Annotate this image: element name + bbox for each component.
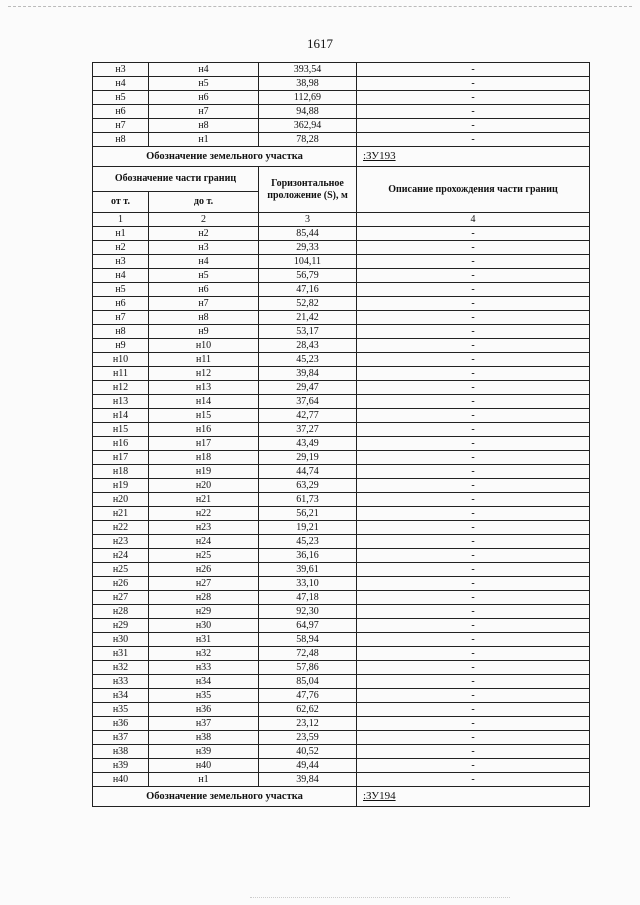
segment-length: 57,86 xyxy=(259,661,357,675)
segment-description: - xyxy=(357,227,590,241)
point-to: н16 xyxy=(149,423,259,437)
segment-length: 36,16 xyxy=(259,549,357,563)
point-from: н26 xyxy=(93,577,149,591)
point-to: н19 xyxy=(149,465,259,479)
segment-description: - xyxy=(357,325,590,339)
point-from: н31 xyxy=(93,647,149,661)
segment-description: - xyxy=(357,119,590,133)
segment-length: 58,94 xyxy=(259,633,357,647)
point-to: н22 xyxy=(149,507,259,521)
table-row xyxy=(93,353,590,367)
point-to: н7 xyxy=(149,105,259,119)
point-from: н19 xyxy=(93,479,149,493)
point-to: н12 xyxy=(149,367,259,381)
segment-length: 53,17 xyxy=(259,325,357,339)
point-to: н5 xyxy=(149,77,259,91)
segment-description: - xyxy=(357,703,590,717)
table-row xyxy=(93,591,590,605)
point-from: н14 xyxy=(93,409,149,423)
segment-length: 49,44 xyxy=(259,759,357,773)
point-from: н2 xyxy=(93,241,149,255)
point-to: н3 xyxy=(149,241,259,255)
segment-length: 362,94 xyxy=(259,119,357,133)
point-from: н15 xyxy=(93,423,149,437)
point-to: н6 xyxy=(149,283,259,297)
point-to: н25 xyxy=(149,549,259,563)
point-to: н6 xyxy=(149,91,259,105)
point-from: н20 xyxy=(93,493,149,507)
segment-description: - xyxy=(357,367,590,381)
point-from: н28 xyxy=(93,605,149,619)
segment-length: 19,21 xyxy=(259,521,357,535)
point-from: н35 xyxy=(93,703,149,717)
top-rows xyxy=(93,63,590,147)
segment-length: 47,16 xyxy=(259,283,357,297)
point-to: н27 xyxy=(149,577,259,591)
header-from: от т. xyxy=(93,192,149,213)
point-from: н33 xyxy=(93,675,149,689)
segment-length: 33,10 xyxy=(259,577,357,591)
table-row xyxy=(93,241,590,255)
segment-description: - xyxy=(357,591,590,605)
table-row xyxy=(93,105,590,119)
point-to: н24 xyxy=(149,535,259,549)
segment-length: 39,61 xyxy=(259,563,357,577)
segment-description: - xyxy=(357,353,590,367)
table-row xyxy=(93,493,590,507)
segment-length: 52,82 xyxy=(259,297,357,311)
table-row xyxy=(93,77,590,91)
segment-description: - xyxy=(357,619,590,633)
column-number-row xyxy=(93,213,590,227)
segment-description: - xyxy=(357,91,590,105)
segment-length: 393,54 xyxy=(259,63,357,77)
point-to: н38 xyxy=(149,731,259,745)
table-row xyxy=(93,311,590,325)
point-from: н34 xyxy=(93,689,149,703)
header-row xyxy=(93,167,590,192)
segment-description: - xyxy=(357,521,590,535)
segment-length: 21,42 xyxy=(259,311,357,325)
segment-description: - xyxy=(357,395,590,409)
segment-length: 28,43 xyxy=(259,339,357,353)
segment-description: - xyxy=(357,381,590,395)
segment-length: 56,21 xyxy=(259,507,357,521)
segment-length: 85,44 xyxy=(259,227,357,241)
segment-length: 94,88 xyxy=(259,105,357,119)
segment-description: - xyxy=(357,423,590,437)
segment-length: 64,97 xyxy=(259,619,357,633)
segment-length: 92,30 xyxy=(259,605,357,619)
point-from: н7 xyxy=(93,119,149,133)
segment-description: - xyxy=(357,507,590,521)
header-description: Описание прохождения части границ xyxy=(357,167,590,213)
segment-description: - xyxy=(357,63,590,77)
top-scan-edge xyxy=(8,6,632,7)
table-row xyxy=(93,91,590,105)
point-from: н38 xyxy=(93,745,149,759)
point-from: н40 xyxy=(93,773,149,787)
segment-length: 29,19 xyxy=(259,451,357,465)
segment-description: - xyxy=(357,717,590,731)
table-row xyxy=(93,605,590,619)
table-row xyxy=(93,717,590,731)
segment-description: - xyxy=(357,745,590,759)
segment-length: 45,23 xyxy=(259,535,357,549)
segment-length: 23,59 xyxy=(259,731,357,745)
segment-description: - xyxy=(357,437,590,451)
segment-description: - xyxy=(357,689,590,703)
point-from: н32 xyxy=(93,661,149,675)
point-from: н17 xyxy=(93,451,149,465)
segment-description: - xyxy=(357,661,590,675)
table-row xyxy=(93,703,590,717)
segment-length: 112,69 xyxy=(259,91,357,105)
point-to: н1 xyxy=(149,773,259,787)
segment-description: - xyxy=(357,759,590,773)
parcel-label: Обозначение земельного участка xyxy=(93,787,357,807)
point-to: н13 xyxy=(149,381,259,395)
point-to: н40 xyxy=(149,759,259,773)
point-to: н29 xyxy=(149,605,259,619)
segment-description: - xyxy=(357,105,590,119)
segment-length: 62,62 xyxy=(259,703,357,717)
table-row xyxy=(93,339,590,353)
segment-length: 38,98 xyxy=(259,77,357,91)
parcel-2-section xyxy=(93,787,590,807)
segment-length: 72,48 xyxy=(259,647,357,661)
point-to: н30 xyxy=(149,619,259,633)
segment-description: - xyxy=(357,311,590,325)
table-row xyxy=(93,367,590,381)
segment-description: - xyxy=(357,297,590,311)
point-from: н9 xyxy=(93,339,149,353)
point-from: н8 xyxy=(93,325,149,339)
point-from: н5 xyxy=(93,283,149,297)
main-rows xyxy=(93,227,590,787)
segment-length: 29,47 xyxy=(259,381,357,395)
point-from: н4 xyxy=(93,77,149,91)
segment-description: - xyxy=(357,409,590,423)
segment-length: 40,52 xyxy=(259,745,357,759)
segment-description: - xyxy=(357,77,590,91)
table-row xyxy=(93,395,590,409)
header-to: до т. xyxy=(149,192,259,213)
colnum-3: 3 xyxy=(259,213,357,227)
segment-length: 44,74 xyxy=(259,465,357,479)
table-row xyxy=(93,381,590,395)
segment-description: - xyxy=(357,465,590,479)
point-to: н11 xyxy=(149,353,259,367)
segment-length: 29,33 xyxy=(259,241,357,255)
table-row xyxy=(93,255,590,269)
segment-description: - xyxy=(357,133,590,147)
point-from: н5 xyxy=(93,91,149,105)
point-to: н34 xyxy=(149,675,259,689)
table-row xyxy=(93,745,590,759)
colnum-2: 2 xyxy=(149,213,259,227)
point-to: н18 xyxy=(149,451,259,465)
segment-length: 78,28 xyxy=(259,133,357,147)
parcel-code: :ЗУ193 xyxy=(357,147,590,167)
segment-description: - xyxy=(357,773,590,787)
point-to: н10 xyxy=(149,339,259,353)
point-from: н22 xyxy=(93,521,149,535)
parcel-1-section xyxy=(93,147,590,227)
point-from: н24 xyxy=(93,549,149,563)
colnum-1: 1 xyxy=(93,213,149,227)
table-row xyxy=(93,563,590,577)
table-row xyxy=(93,647,590,661)
header-horizontal: Горизонтальное проложение (S), м xyxy=(259,167,357,213)
point-to: н4 xyxy=(149,63,259,77)
table-row xyxy=(93,577,590,591)
table-row xyxy=(93,297,590,311)
segment-description: - xyxy=(357,577,590,591)
table-row xyxy=(93,119,590,133)
segment-description: - xyxy=(357,269,590,283)
parcel-label: Обозначение земельного участка xyxy=(93,147,357,167)
point-from: н6 xyxy=(93,105,149,119)
table-row xyxy=(93,675,590,689)
table-row xyxy=(93,283,590,297)
point-to: н5 xyxy=(149,269,259,283)
point-from: н25 xyxy=(93,563,149,577)
point-from: н30 xyxy=(93,633,149,647)
point-to: н21 xyxy=(149,493,259,507)
segment-length: 45,23 xyxy=(259,353,357,367)
table-row xyxy=(93,325,590,339)
table-row xyxy=(93,227,590,241)
table-row xyxy=(93,465,590,479)
point-to: н31 xyxy=(149,633,259,647)
table-row xyxy=(93,759,590,773)
point-to: н37 xyxy=(149,717,259,731)
point-from: н3 xyxy=(93,255,149,269)
table-row xyxy=(93,507,590,521)
point-from: н39 xyxy=(93,759,149,773)
table-row xyxy=(93,133,590,147)
segment-length: 85,04 xyxy=(259,675,357,689)
point-to: н35 xyxy=(149,689,259,703)
point-to: н17 xyxy=(149,437,259,451)
segment-description: - xyxy=(357,241,590,255)
segment-length: 37,27 xyxy=(259,423,357,437)
segment-length: 61,73 xyxy=(259,493,357,507)
table-row xyxy=(93,731,590,745)
segment-description: - xyxy=(357,647,590,661)
table-row xyxy=(93,479,590,493)
point-to: н15 xyxy=(149,409,259,423)
table-row xyxy=(93,661,590,675)
segment-description: - xyxy=(357,675,590,689)
point-to: н32 xyxy=(149,647,259,661)
segment-description: - xyxy=(357,479,590,493)
segment-length: 47,18 xyxy=(259,591,357,605)
segment-description: - xyxy=(357,255,590,269)
table-row xyxy=(93,549,590,563)
boundary-table xyxy=(92,62,590,807)
table-row xyxy=(93,535,590,549)
point-from: н23 xyxy=(93,535,149,549)
table-row xyxy=(93,409,590,423)
point-to: н2 xyxy=(149,227,259,241)
header-part-label: Обозначение части границ xyxy=(93,167,259,192)
segment-length: 39,84 xyxy=(259,773,357,787)
segment-description: - xyxy=(357,549,590,563)
segment-description: - xyxy=(357,563,590,577)
point-to: н26 xyxy=(149,563,259,577)
segment-description: - xyxy=(357,633,590,647)
colnum-4: 4 xyxy=(357,213,590,227)
table-row xyxy=(93,423,590,437)
point-from: н10 xyxy=(93,353,149,367)
point-to: н7 xyxy=(149,297,259,311)
table-row xyxy=(93,521,590,535)
point-from: н7 xyxy=(93,311,149,325)
segment-length: 37,64 xyxy=(259,395,357,409)
point-from: н1 xyxy=(93,227,149,241)
point-from: н11 xyxy=(93,367,149,381)
table-row xyxy=(93,633,590,647)
point-to: н28 xyxy=(149,591,259,605)
point-from: н13 xyxy=(93,395,149,409)
point-from: н18 xyxy=(93,465,149,479)
table-row xyxy=(93,63,590,77)
segment-length: 43,49 xyxy=(259,437,357,451)
table-row xyxy=(93,451,590,465)
segment-description: - xyxy=(357,451,590,465)
point-to: н14 xyxy=(149,395,259,409)
point-from: н29 xyxy=(93,619,149,633)
table-row xyxy=(93,437,590,451)
point-from: н8 xyxy=(93,133,149,147)
point-from: н21 xyxy=(93,507,149,521)
segment-length: 23,12 xyxy=(259,717,357,731)
segment-length: 39,84 xyxy=(259,367,357,381)
segment-length: 47,76 xyxy=(259,689,357,703)
point-from: н36 xyxy=(93,717,149,731)
point-from: н37 xyxy=(93,731,149,745)
point-to: н23 xyxy=(149,521,259,535)
segment-description: - xyxy=(357,605,590,619)
segment-description: - xyxy=(357,493,590,507)
parcel-row xyxy=(93,147,590,167)
bottom-scan-edge xyxy=(250,897,510,898)
point-from: н3 xyxy=(93,63,149,77)
point-to: н1 xyxy=(149,133,259,147)
point-to: н8 xyxy=(149,119,259,133)
point-from: н12 xyxy=(93,381,149,395)
segment-length: 104,11 xyxy=(259,255,357,269)
segment-description: - xyxy=(357,283,590,297)
segment-length: 42,77 xyxy=(259,409,357,423)
point-to: н4 xyxy=(149,255,259,269)
page-number: 1617 xyxy=(307,36,333,51)
segment-description: - xyxy=(357,731,590,745)
point-to: н33 xyxy=(149,661,259,675)
segment-length: 63,29 xyxy=(259,479,357,493)
point-from: н27 xyxy=(93,591,149,605)
point-to: н39 xyxy=(149,745,259,759)
segment-length: 56,79 xyxy=(259,269,357,283)
point-from: н4 xyxy=(93,269,149,283)
point-to: н20 xyxy=(149,479,259,493)
parcel-code: :ЗУ194 xyxy=(357,787,590,807)
segment-description: - xyxy=(357,339,590,353)
table-row xyxy=(93,269,590,283)
point-from: н16 xyxy=(93,437,149,451)
point-to: н36 xyxy=(149,703,259,717)
point-from: н6 xyxy=(93,297,149,311)
segment-description: - xyxy=(357,535,590,549)
table-row xyxy=(93,689,590,703)
table-row xyxy=(93,619,590,633)
parcel-row xyxy=(93,787,590,807)
point-to: н8 xyxy=(149,311,259,325)
point-to: н9 xyxy=(149,325,259,339)
table-row xyxy=(93,773,590,787)
